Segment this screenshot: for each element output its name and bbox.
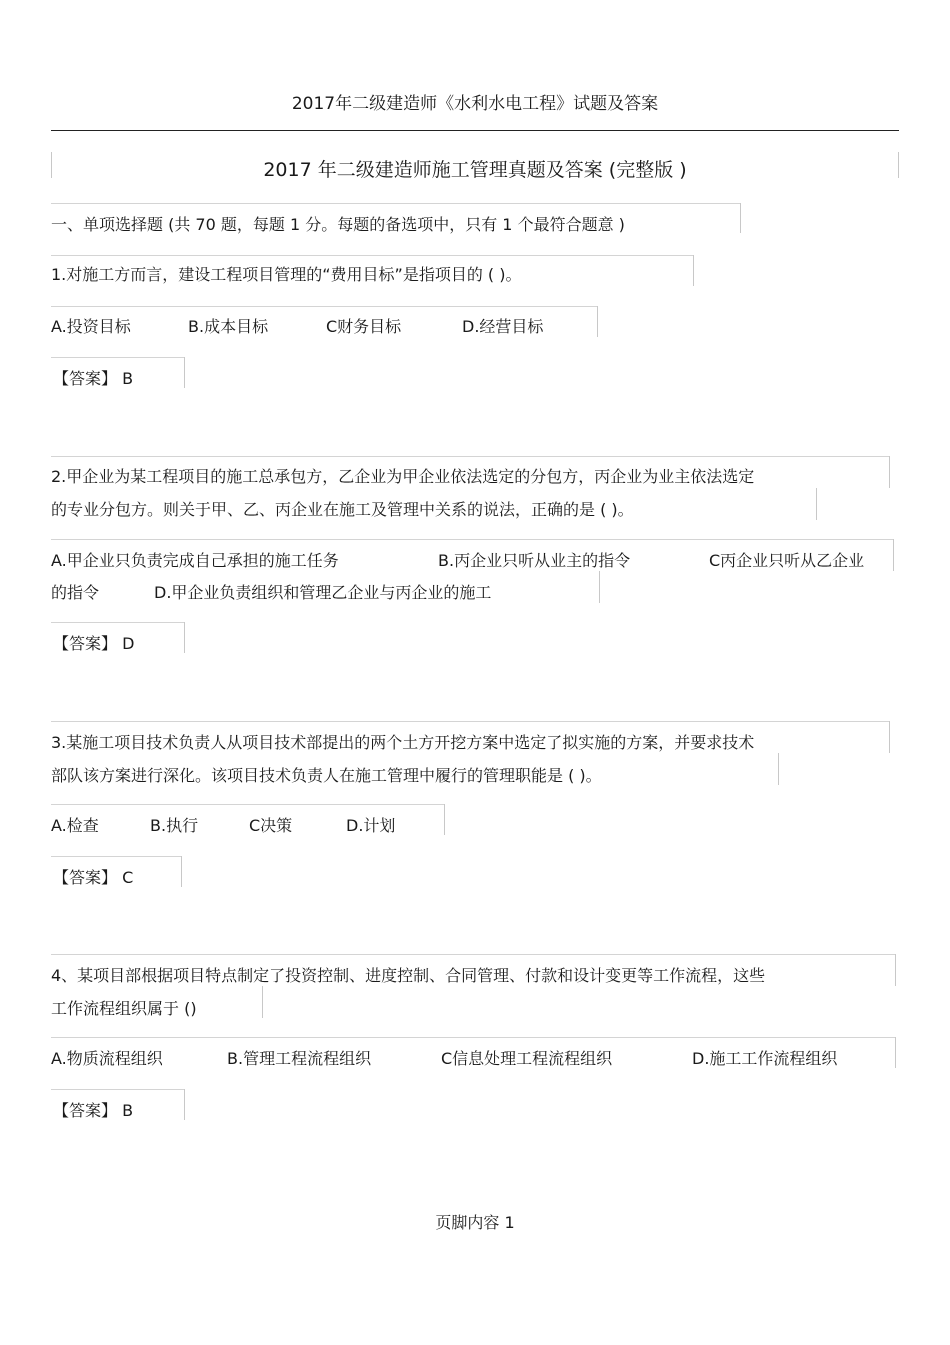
question-2-line-1: 2.甲企业为某工程项目的施工总承包方，乙企业为甲企业依法选定的分包方，丙企业为业主依法选定 (51, 467, 755, 486)
question-4-line-1: 4、某项目部根据项目特点制定了投资控制、进度控制、合同管理、付款和设计变更等工作流程，这些 (51, 966, 766, 985)
frame-line (262, 986, 263, 1018)
frame-line (51, 622, 184, 623)
frame-line (51, 203, 741, 204)
frame-line (895, 954, 896, 986)
header-divider (51, 130, 899, 131)
frame-line (51, 456, 889, 457)
q2-option-c-cont: 的指令 (51, 583, 100, 602)
question-2-line-2: 的专业分包方。则关于甲、乙、丙企业在施工及管理中关系的说法，正确的是 ( )。 (51, 500, 634, 519)
question-3-line-2: 部队该方案进行深化。该项目技术负责人在施工管理中履行的管理职能是 ( )。 (51, 766, 602, 785)
frame-line (816, 488, 817, 520)
q3-answer: 【答案】 C (53, 868, 134, 887)
frame-line (51, 255, 693, 256)
frame-line (51, 152, 52, 178)
q4-answer: 【答案】 B (53, 1101, 134, 1120)
q3-option-a: A.检查 (51, 816, 99, 835)
q1-option-a: A.投资目标 (51, 317, 131, 336)
frame-line (599, 571, 600, 603)
frame-line (778, 753, 779, 785)
frame-line (51, 1089, 184, 1090)
q2-option-a: A.甲企业只负责完成自己承担的施工任务 (51, 551, 339, 570)
q1-option-d: D.经营目标 (462, 317, 544, 336)
frame-line (51, 357, 184, 358)
frame-line (51, 954, 895, 955)
frame-line (597, 306, 598, 337)
frame-line (184, 357, 185, 388)
frame-line (889, 456, 890, 488)
q4-option-b: B.管理工程流程组织 (227, 1049, 372, 1068)
frame-line (51, 804, 444, 805)
frame-line (889, 721, 890, 753)
frame-line (895, 1037, 896, 1068)
frame-line (693, 255, 694, 286)
q3-option-c: C决策 (249, 816, 293, 835)
question-1-line-1: 1.对施工方而言，建设工程项目管理的“费用目标”是指项目的 ( )。 (51, 265, 522, 284)
frame-line (51, 306, 597, 307)
frame-line (444, 804, 445, 835)
frame-line (740, 203, 741, 233)
frame-line (898, 152, 899, 178)
frame-line (181, 856, 182, 887)
section-heading: 一、单项选择题 (共 70 题，每题 1 分。每题的备选项中，只有 1 个最符合题意 ) (51, 215, 625, 234)
frame-line (184, 1089, 185, 1120)
frame-line (893, 539, 894, 571)
q3-option-d: D.计划 (346, 816, 396, 835)
q4-option-d: D.施工工作流程组织 (692, 1049, 838, 1068)
frame-line (51, 1037, 895, 1038)
q2-option-b: B.丙企业只听从业主的指令 (438, 551, 631, 570)
q1-option-c: C财务目标 (326, 317, 402, 336)
q2-answer: 【答案】 D (53, 634, 135, 653)
question-3-line-1: 3.某施工项目技术负责人从项目技术部提出的两个土方开挖方案中选定了拟实施的方案，并要求技术 (51, 733, 755, 752)
q1-option-b: B.成本目标 (188, 317, 269, 336)
q2-option-c: C丙企业只听从乙企业 (709, 551, 865, 570)
document-title: 2017 年二级建造师施工管理真题及答案 (完整版 ) (263, 159, 687, 181)
running-header: 2017年二级建造师《水利水电工程》试题及答案 (291, 94, 659, 114)
page-footer: 页脚内容 1 (435, 1213, 515, 1232)
question-4-line-2: 工作流程组织属于 () (51, 999, 197, 1018)
frame-line (51, 721, 889, 722)
q2-option-d: D.甲企业负责组织和管理乙企业与丙企业的施工 (154, 583, 492, 602)
q4-option-c: C信息处理工程流程组织 (441, 1049, 613, 1068)
frame-line (51, 539, 893, 540)
q3-option-b: B.执行 (150, 816, 199, 835)
frame-line (51, 856, 181, 857)
q4-option-a: A.物质流程组织 (51, 1049, 163, 1068)
frame-line (184, 622, 185, 653)
q1-answer: 【答案】 B (53, 369, 134, 388)
